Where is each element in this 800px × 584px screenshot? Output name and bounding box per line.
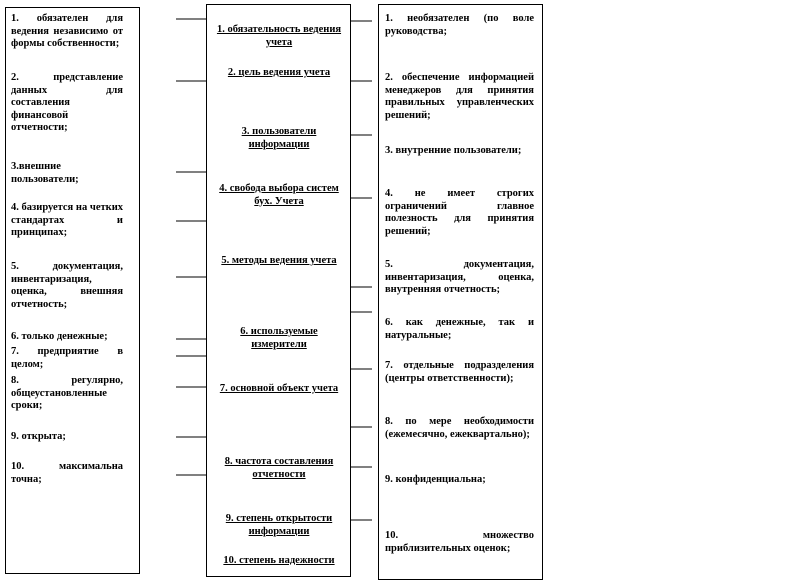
- left-item-7: 7. предприятие в целом;: [11, 346, 123, 370]
- left-item-4: 4. базируется на четких стандартах и принципах;: [11, 202, 123, 238]
- right-item-1: 1. необязателен (по воле руководства;: [385, 13, 534, 37]
- criterion-3: 3. пользователи информации: [241, 126, 317, 150]
- criterion-5: 5. методы ведения учета: [221, 255, 337, 266]
- left-item-8: 8. регулярно, общеустановленные сроки;: [11, 375, 123, 411]
- left-item-3: 3.внешние пользователи;: [11, 161, 79, 185]
- criterion-7: 7. основной объект учета: [219, 383, 339, 394]
- right-item-2: 2. обеспечение информацией менеджеров для принятия правильных управленческих решений;: [385, 72, 534, 121]
- left-item-9: 9. открыта;: [11, 431, 66, 442]
- criteria-box: [206, 4, 351, 577]
- right-item-10: 10. множество приблизительных оценок;: [385, 530, 534, 554]
- left-item-2: 2. представление данных для составления финансовой отчетности;: [11, 72, 123, 133]
- left-item-1: 1. обязателен для ведения независимо от формы собственности;: [11, 13, 123, 49]
- criterion-2: 2. цель ведения учета: [227, 67, 331, 78]
- left-item-10: 10. максимальна точна;: [11, 461, 123, 485]
- left-item-5: 5. документация, инвентаризация, оценка, внешняя отчетность;: [11, 261, 123, 310]
- right-item-4: 4. не имеет строгих ограничений главное полезность для принятия решений;: [385, 188, 534, 237]
- criterion-9: 9. степень открытости информации: [225, 513, 333, 537]
- right-item-3: 3. внутренние пользователи;: [385, 145, 522, 156]
- criterion-1: 1. обязательность ведения учета: [216, 24, 342, 48]
- right-item-9: 9. конфиденциальна;: [385, 474, 486, 485]
- right-item-8: 8. по мере необходимости (ежемесячно, ежеквартально);: [385, 416, 534, 440]
- right-item-6: 6. как денежные, так и натуральные;: [385, 317, 534, 341]
- criterion-6: 6. используемые измерители: [240, 326, 318, 350]
- right-item-7: 7. отдельные подразделения (центры ответственности);: [385, 360, 534, 384]
- criterion-8: 8. частота составления отчетности: [224, 456, 334, 480]
- criterion-4: 4. свобода выбора систем бух. Учета: [219, 183, 339, 207]
- right-item-5: 5. документация, инвентаризация, оценка, внутренняя отчетность;: [385, 259, 534, 295]
- criterion-10: 10. степень надежности: [223, 555, 335, 566]
- left-item-6: 6. только денежные;: [11, 331, 108, 342]
